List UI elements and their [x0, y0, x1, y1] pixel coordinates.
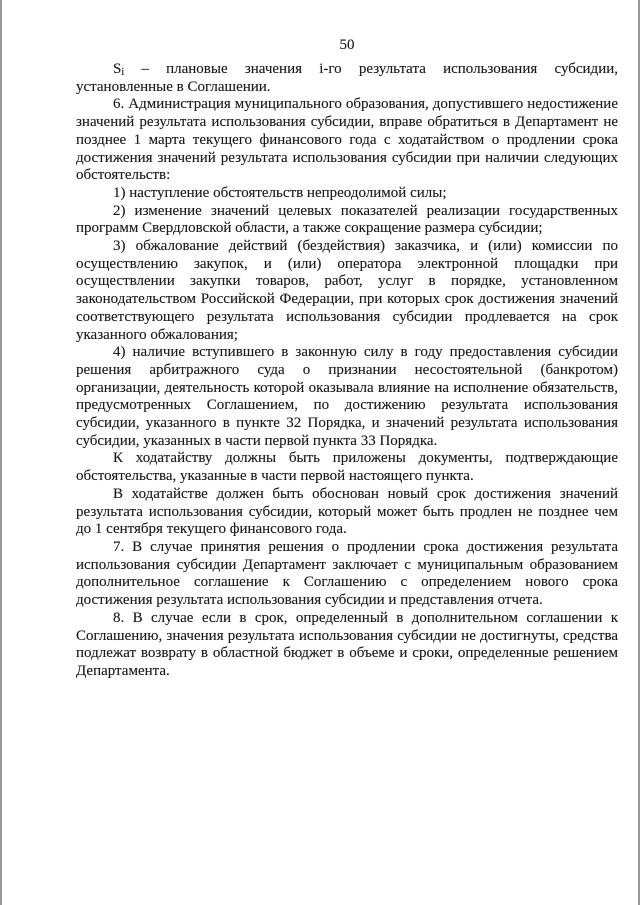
document-body [76, 61, 618, 681]
formula-definition-line [76, 61, 618, 96]
paragraph: В ходатайстве должен быть обоснован новый срок достижения значений результата использования субсидии, который может быть продлен не позднее чем до 1 сентября текущего финансового года. [76, 485, 618, 538]
paragraph-list [76, 96, 618, 680]
page-number: 50 [339, 37, 355, 53]
scan-border-left [0, 0, 2, 905]
paragraph: 4) наличие вступившего в законную силу в году предоставления субсидии решения арбитражного суда о признании несостоятельной (банкротом) организации, деятельность которой оказывала влияние на исполнение обязательств, предусмотренных Соглашением, по достижению результата использования субсидии, указанного в пункте 32 Порядка, и значений результата использования субсидии, указанных в части первой пункта 33 Порядка. [76, 344, 618, 449]
formula-definition-text: – плановые значения i-го результата использования субсидии, установленные в Соглашении. [76, 61, 618, 95]
paragraph: 8. В случае если в срок, определенный в дополнительном соглашении к Соглашению, значения результата использования субсидии не достигнуты, средства подлежат возврату в областной бюджет в объеме и сроки, определенные решением Департамента. [76, 609, 618, 679]
formula-symbol-base: S [113, 61, 122, 77]
paragraph: 2) изменение значений целевых показателей реализации государственных программ Свердловской области, а также сокращение размера субсидии; [76, 202, 618, 237]
paragraph: 7. В случае принятия решения о продлении срока достижения результата использования субсидии Департамент заключает с муниципальным образованием дополнительное соглашение к Соглашению с определением нового срока достижения результата использования субсидии и представления отчета. [76, 538, 618, 609]
paragraph: 3) обжалование действий (бездействия) заказчика, и (или) комиссии по осуществлению закупок, и (или) оператора электронной площадки при осуществлении закупки товаров, работ, услуг в порядке, установленном законодательством Российской Федерации, при которых срок достижения значений соответствующего результата использования субсидии продлевается на срок указанного обжалования; [76, 238, 618, 343]
paragraph: 6. Администрация муниципального образования, допустившего недостижение значений результата использования субсидии, вправе обратиться в Департамент не позднее 1 марта текущего финансового года с ходатайством о продлении срока достижения значений результата использования субсидии при наличии следующих обстоятельств: [76, 96, 618, 184]
formula-symbol-subscript: i [121, 67, 125, 78]
paragraph: К ходатайству должны быть приложены документы, подтверждающие обстоятельства, указанные в части первой настоящего пункта. [76, 450, 618, 485]
paragraph: 1) наступление обстоятельств непреодолимой силы; [113, 184, 447, 201]
